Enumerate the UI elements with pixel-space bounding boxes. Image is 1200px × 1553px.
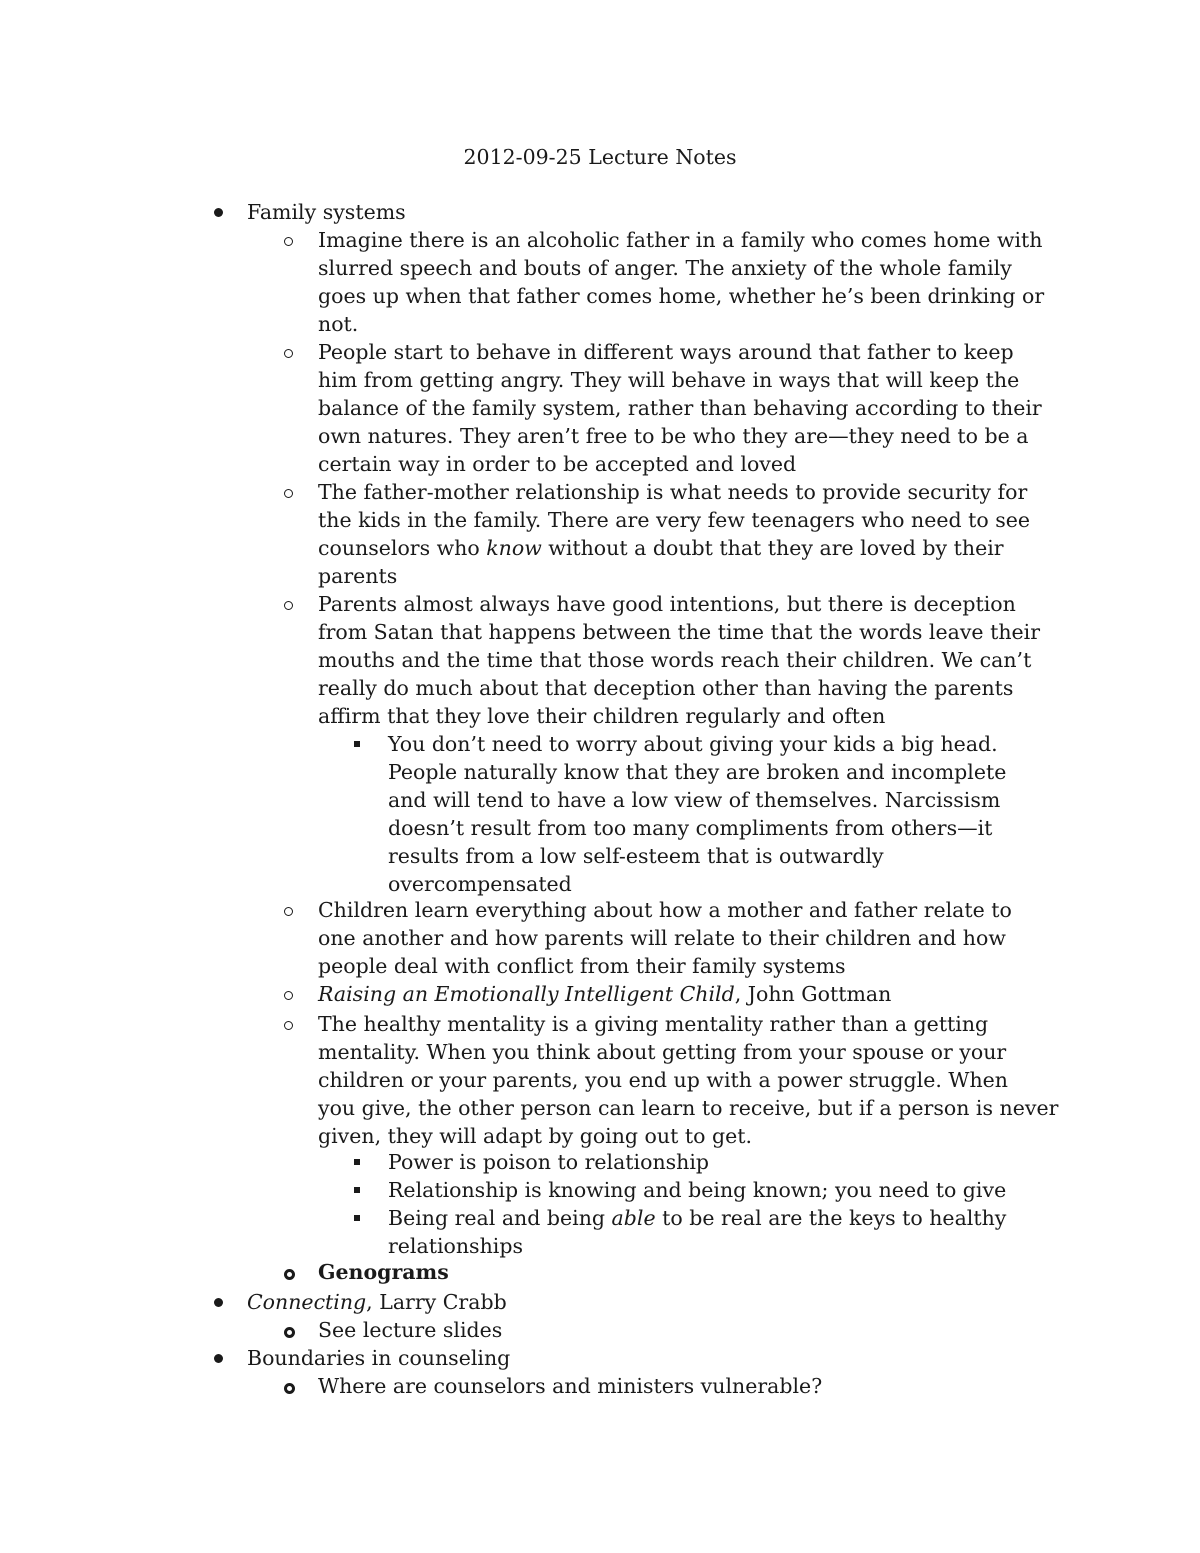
note-text: without a doubt that they are loved by their xyxy=(541,536,1004,560)
bullet-circle-icon xyxy=(284,1316,296,1344)
note-line: mentality. When you think about getting from your spouse or your xyxy=(318,1040,1007,1064)
note-line: own natures. They aren’t free to be who they are—they need to be a xyxy=(318,424,1029,448)
note-line: balance of the family system, rather than behaving according to their xyxy=(318,396,1042,420)
note-line xyxy=(318,534,1004,562)
note-line: doesn’t result from too many compliments from others—it xyxy=(388,816,993,840)
note-text: Being real and being xyxy=(388,1206,612,1230)
note-text: , Larry Crabb xyxy=(366,1290,507,1314)
note-line: and will tend to have a low view of themselves. Narcissism xyxy=(388,788,1001,812)
note-line: the kids in the family. There are very few teenagers who need to see xyxy=(318,508,1030,532)
note-line xyxy=(247,1288,507,1316)
note-bold-text: Genograms xyxy=(318,1260,449,1284)
bullet-disc-icon xyxy=(214,1288,224,1316)
note-line: slurred speech and bouts of anger. The anxiety of the whole family xyxy=(318,256,1012,280)
note-line: not. xyxy=(318,312,359,336)
bullet-circle-icon xyxy=(284,980,296,1008)
note-line: goes up when that father comes home, whether he’s been drinking or xyxy=(318,284,1045,308)
note-line: him from getting angry. They will behave in ways that will keep the xyxy=(318,368,1020,392)
note-line: Children learn everything about how a mother and father relate to xyxy=(318,898,1012,922)
bullet-circle-icon xyxy=(284,896,296,924)
page-title: 2012-09-25 Lecture Notes xyxy=(463,145,737,169)
bullet-circle-icon xyxy=(284,226,296,254)
note-line: given, they will adapt by going out to get. xyxy=(318,1124,752,1148)
bullet-circle-icon xyxy=(284,478,296,506)
bullet-disc-icon xyxy=(214,198,224,226)
note-line: certain way in order to be accepted and loved xyxy=(318,452,797,476)
note-line xyxy=(318,1258,449,1286)
note-line: Parents almost always have good intentions, but there is deception xyxy=(318,592,1016,616)
note-line: The healthy mentality is a giving mentality rather than a getting xyxy=(318,1012,989,1036)
note-line: really do much about that deception other than having the parents xyxy=(318,676,1014,700)
note-line: mouths and the time that those words reach their children. We can’t xyxy=(318,648,1032,672)
note-line: affirm that they love their children regularly and often xyxy=(318,704,886,728)
note-line: relationships xyxy=(388,1234,523,1258)
note-line xyxy=(318,980,891,1008)
note-line: you give, the other person can learn to receive, but if a person is never xyxy=(318,1096,1059,1120)
bullet-circle-icon xyxy=(284,1258,296,1286)
note-line: from Satan that happens between the time that the words leave their xyxy=(318,620,1041,644)
note-line: The father-mother relationship is what needs to provide security for xyxy=(318,480,1028,504)
bullet-square-icon xyxy=(354,1148,362,1176)
bullet-circle-icon xyxy=(284,338,296,366)
note-line: Boundaries in counseling xyxy=(247,1346,511,1370)
bullet-disc-icon xyxy=(214,1344,224,1372)
note-line: Where are counselors and ministers vulnerable? xyxy=(318,1374,823,1398)
note-italic-text: able xyxy=(611,1206,656,1230)
bullet-circle-icon xyxy=(284,1372,296,1400)
note-line: You don’t need to worry about giving your kids a big head. xyxy=(388,732,998,756)
note-line xyxy=(388,1204,1006,1232)
note-line: overcompensated xyxy=(388,872,572,896)
note-line: people deal with conflict from their family systems xyxy=(318,954,846,978)
bullet-square-icon xyxy=(354,1176,362,1204)
note-line: parents xyxy=(318,564,398,588)
bullet-square-icon xyxy=(354,730,362,758)
note-italic-text: Raising an Emotionally Intelligent Child xyxy=(318,982,735,1006)
note-line: Family systems xyxy=(247,200,406,224)
note-italic-text: know xyxy=(486,536,542,560)
bullet-circle-icon xyxy=(284,590,296,618)
bullet-square-icon xyxy=(354,1204,362,1232)
note-line: Imagine there is an alcoholic father in a family who comes home with xyxy=(318,228,1043,252)
note-line: People start to behave in different ways around that father to keep xyxy=(318,340,1014,364)
note-line: one another and how parents will relate to their children and how xyxy=(318,926,1006,950)
note-line: People naturally know that they are broken and incomplete xyxy=(388,760,1007,784)
note-line: results from a low self-esteem that is outwardly xyxy=(388,844,884,868)
note-line: Power is poison to relationship xyxy=(388,1150,710,1174)
note-line: children or your parents, you end up with a power struggle. When xyxy=(318,1068,1008,1092)
note-text: to be real are the keys to healthy xyxy=(655,1206,1007,1230)
note-line: Relationship is knowing and being known; you need to give xyxy=(388,1178,1007,1202)
note-text: , John Gottman xyxy=(734,982,892,1006)
bullet-circle-icon xyxy=(284,1010,296,1038)
note-text: counselors who xyxy=(318,536,487,560)
note-italic-text: Connecting xyxy=(247,1290,367,1314)
note-line: See lecture slides xyxy=(318,1318,503,1342)
